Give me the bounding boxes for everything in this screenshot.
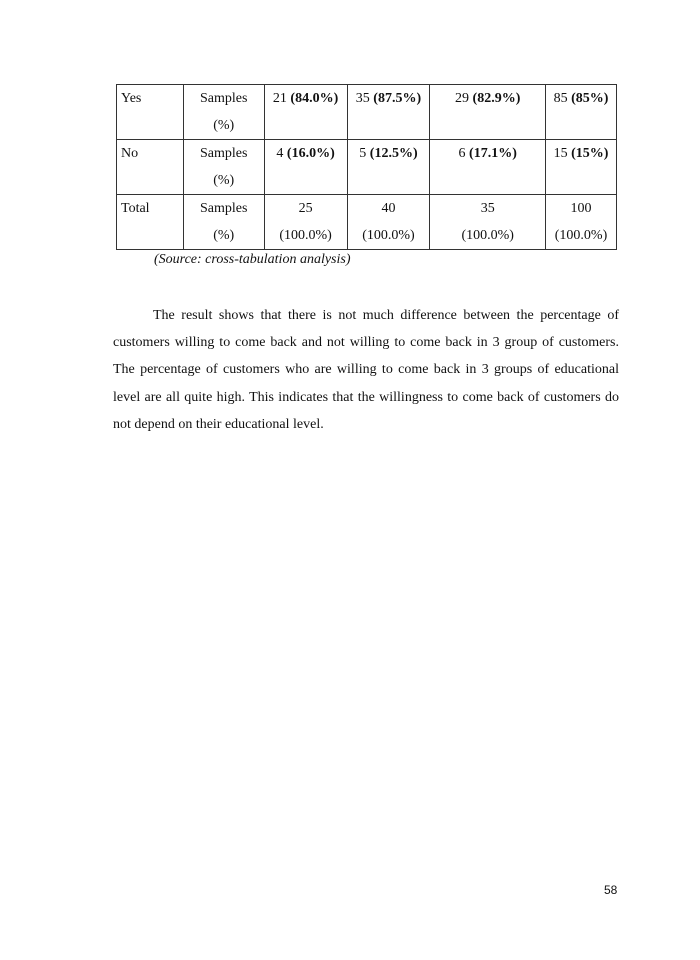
unit-cell: [183, 140, 264, 195]
cell-percent: (82.9%): [472, 91, 521, 106]
cross-tab-table: [116, 84, 617, 250]
table-cell: [430, 85, 546, 140]
row-label: No: [117, 140, 184, 195]
table-cell: [347, 140, 430, 195]
cell-count: 6: [458, 146, 466, 161]
cell-percent: (100.0%): [554, 228, 608, 243]
cell-count: 4: [276, 146, 284, 161]
unit-percent: (%): [213, 118, 235, 133]
cell-count: 85: [553, 91, 568, 106]
cell-percent: (84.0%): [290, 91, 339, 106]
cell-count: 35: [480, 201, 495, 216]
table-cell: [430, 195, 546, 250]
table-row: [117, 85, 617, 140]
table-cell: [546, 195, 617, 250]
table-cell: [347, 195, 430, 250]
unit-label: Samples: [200, 146, 248, 161]
unit-cell: [183, 195, 264, 250]
body-paragraph: [113, 302, 619, 438]
cell-count: 21: [272, 91, 287, 106]
unit-label: Samples: [200, 91, 248, 106]
table-cell: [347, 85, 430, 140]
cell-percent: (17.1%): [469, 146, 517, 161]
cell-percent: (87.5%): [373, 91, 422, 106]
cell-count: 29: [455, 91, 470, 106]
cell-count: 35: [355, 91, 370, 106]
unit-percent: (%): [213, 173, 235, 188]
unit-label: Samples: [200, 201, 248, 216]
cell-percent: (12.5%): [369, 146, 418, 161]
table-cell: [546, 140, 617, 195]
cell-percent: (15%): [571, 146, 609, 161]
cell-percent: (100.0%): [279, 228, 332, 243]
table-cell: [546, 85, 617, 140]
table-row: [117, 195, 617, 250]
table-cell: [264, 140, 347, 195]
table-cell: [264, 195, 347, 250]
cell-count: 100: [570, 201, 592, 216]
cell-percent: (85%): [571, 91, 609, 106]
cell-percent: (100.0%): [362, 228, 415, 243]
cell-percent: (100.0%): [461, 228, 514, 243]
cell-count: 5: [359, 146, 367, 161]
cell-count: 40: [381, 201, 396, 216]
paragraph-text: The result shows that there is not much difference between the percentage of customers willing to come back and not willing to come back in 3 group of customers. The percentage of customers who are willing to come back in 3 groups of educational level are all quite high. This indicates that the willingness to come back of customers do not depend on their educational level.: [113, 308, 619, 432]
row-label: Yes: [117, 85, 184, 140]
cell-percent: (16.0%): [286, 146, 335, 161]
table-row: [117, 140, 617, 195]
row-label: Total: [117, 195, 184, 250]
page-number: 58: [604, 883, 618, 897]
table-cell: [430, 140, 546, 195]
cell-count: 15: [553, 146, 568, 161]
unit-cell: [183, 85, 264, 140]
cell-count: 25: [298, 201, 313, 216]
unit-percent: (%): [213, 228, 235, 243]
table-source-note: (Source: cross-tabulation analysis): [154, 252, 351, 267]
table-cell: [264, 85, 347, 140]
